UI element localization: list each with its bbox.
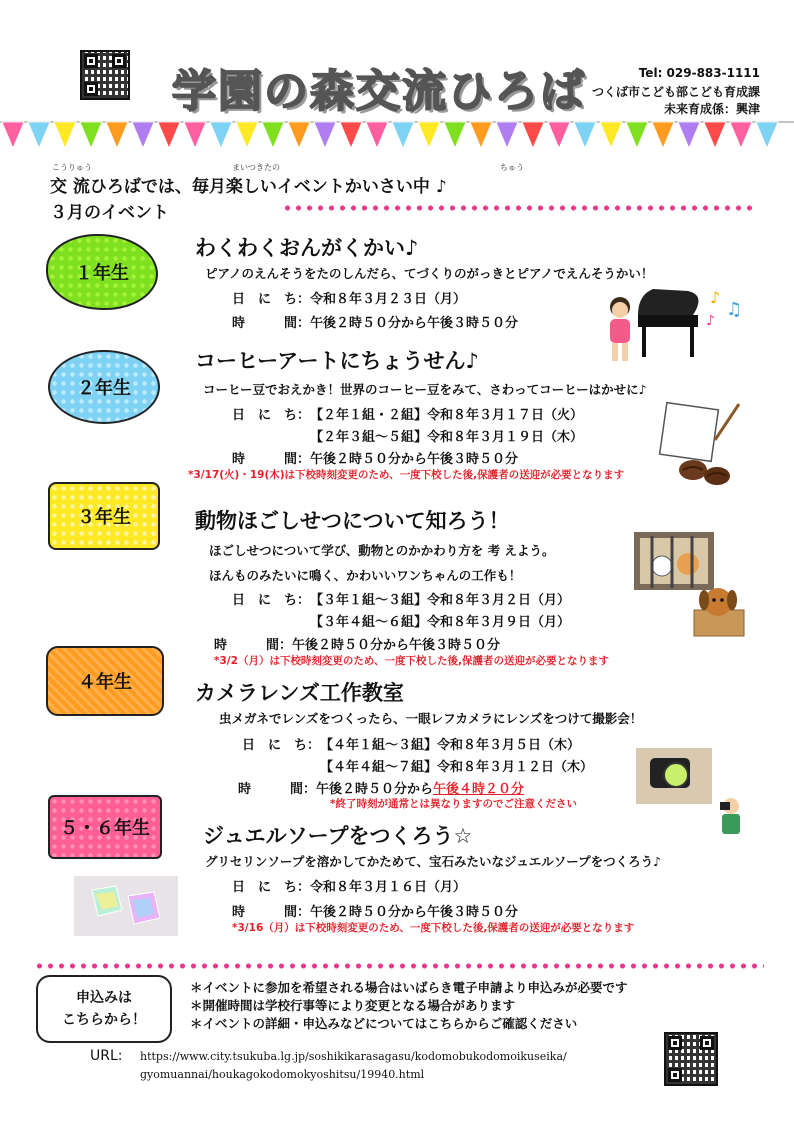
contact-tel: Tel: 029-883-1111	[638, 66, 760, 80]
event-time-3	[214, 634, 500, 653]
date-label: 日 に ち：	[232, 408, 311, 423]
contact-dept: つくば市こども部こども育成課	[591, 85, 760, 99]
time-value: 午後２時５０分から午後３時５０分	[310, 316, 519, 331]
svg-text:♫: ♫	[726, 299, 743, 320]
bunting-flag	[80, 122, 102, 148]
url-line[interactable]: https://www.city.tsukuba.lg.jp/soshikikarasagasu/kodomobukodomoikuseika/	[140, 1050, 567, 1063]
bunting-flag	[470, 122, 492, 148]
qr-code-header[interactable]	[80, 50, 130, 100]
bunting-flag	[288, 122, 310, 148]
intro-part: 交 流	[50, 177, 90, 197]
bunting-flag	[548, 122, 570, 148]
grade-badge-5: ５・６年生	[48, 795, 162, 859]
event-time-5	[232, 901, 518, 920]
qr-eye	[84, 82, 98, 96]
time-label: 時 間：	[238, 782, 317, 797]
grade-badge-3: ３年生	[48, 482, 160, 550]
url-line[interactable]: gyomuannai/houkagokodomokyoshitsu/19940.html	[140, 1067, 425, 1081]
event-title-2: コーヒーアートにちょうせん♪	[195, 349, 479, 373]
time-label: 時 間：	[232, 905, 311, 920]
event-desc-2: コーヒー豆でおえかき！世界のコーヒー豆をみて、さわってコーヒーはかせに♪	[203, 382, 647, 397]
date-label: 日 に ち：	[232, 880, 311, 895]
qr-code-footer[interactable]	[664, 1032, 718, 1086]
date-value: 【２年１組・２組】令和８年３月１７日（火）	[310, 408, 584, 423]
apply-callout	[36, 975, 172, 1043]
qr-eye	[668, 1068, 682, 1082]
event-title-3: 動物ほごしせつについて知ろう！	[195, 509, 510, 533]
bunting-flag	[652, 122, 674, 148]
event-date-1	[232, 288, 466, 307]
event-date-4	[242, 734, 580, 753]
event-title-5: ジュエルソープをつくろう☆	[203, 824, 473, 848]
dotted-divider	[282, 204, 752, 212]
footer-note-3: ＊イベントの詳細・申込みなどについてはこちらからご確認ください	[190, 1016, 578, 1031]
intro-part: 中 ♪	[412, 177, 447, 197]
date-value: 令和８年３月２３日（月）	[310, 292, 467, 307]
event-desc-1: ピアノのえんそうをたのしんだら、てづくりのがっきとピアノでえんそうかい！	[205, 266, 654, 281]
bunting-flag	[574, 122, 596, 148]
event-date-3	[232, 589, 570, 608]
footer-note-2: ＊開催時間は学校行事等により変更となる場合があります	[190, 998, 516, 1013]
apply-text: こちらから！	[62, 1012, 146, 1028]
qr-eye	[700, 1036, 714, 1050]
bunting-flag	[678, 122, 700, 148]
page-title: 学園の森交流ひろば	[172, 66, 586, 117]
intro-part: イベントかいさい	[276, 177, 413, 197]
event-time-2	[232, 448, 518, 467]
bunting-flag	[418, 122, 440, 148]
bunting-flag	[340, 122, 362, 148]
bunting-flag	[158, 122, 180, 148]
event-date-2	[232, 404, 583, 423]
event-desc-4: 虫メガネでレンズをつくったら、一眼レフカメラにレンズをつけて撮影会！	[219, 711, 643, 726]
bunting-flag	[2, 122, 24, 148]
animal-shelter-illustration	[632, 530, 752, 640]
bunting-flag	[600, 122, 622, 148]
date-label: 日 に ち：	[232, 292, 311, 307]
bunting-flag	[704, 122, 726, 148]
event-date-3b: 【３年４組～６組】令和８年３月９日（月）	[310, 615, 571, 630]
event-title-1: わくわくおんがくかい♪	[195, 236, 419, 260]
camera-illustration	[636, 748, 746, 838]
time-value: 午後２時５０分から午後３時５０分	[310, 905, 519, 920]
event-warning-3: *3/2（月）は下校時刻変更のため、一度下校した後,保護者の送迎が必要となります	[214, 655, 610, 667]
event-warning-4: *終了時刻が通常とは異なりますのでご注意ください	[330, 798, 577, 810]
footer-note-1: ＊イベントに参加を希望される場合はいばらき電子申請より申込みが必要です	[190, 980, 628, 995]
qr-eye	[112, 54, 126, 68]
svg-text:♪: ♪	[710, 288, 721, 307]
ruby: ちゅう	[500, 163, 524, 172]
time-label: 時 間：	[232, 316, 311, 331]
bunting-flag	[184, 122, 206, 148]
ruby: こうりゅう	[52, 163, 92, 172]
bunting-flag	[496, 122, 518, 148]
event-desc-5: グリセリンソープを溶かしてかためて、宝石みたいなジュエルソープをつくろう♪	[205, 854, 662, 869]
intro-text	[50, 172, 447, 197]
bunting-flag	[236, 122, 258, 148]
time-value: 午後２時５０分から午後３時５０分	[310, 452, 519, 467]
date-value: 【４年１組～３組】令和８年３月５日（木）	[320, 738, 581, 753]
bunting-flag	[444, 122, 466, 148]
apply-text: 申込みは	[76, 989, 132, 1006]
bunting-flag	[106, 122, 128, 148]
event-desc-3b: ほんものみたいに鳴く、かわいいワンちゃんの工作も！	[209, 568, 522, 583]
bunting-flag	[366, 122, 388, 148]
date-value: 【３年１組～３組】令和８年３月２日（月）	[310, 593, 571, 608]
time-value: 午後２時５０分から	[316, 782, 434, 797]
url-link[interactable]	[140, 1048, 567, 1083]
qr-eye	[84, 54, 98, 68]
bunting-flag	[392, 122, 414, 148]
bunting-flag	[28, 122, 50, 148]
event-date-4b: 【４年４組～７組】令和８年３月１２日（木）	[320, 760, 594, 775]
url-label: URL:	[90, 1048, 123, 1064]
qr-eye	[668, 1036, 682, 1050]
bunting-flag	[54, 122, 76, 148]
intro-line	[50, 162, 570, 196]
time-label: 時 間：	[214, 638, 293, 653]
time-end-highlight: 午後４時２０分	[433, 782, 525, 797]
event-warning-2: *3/17(火)・19(木)は下校時刻変更のため、一度下校した後,保護者の送迎が必要となります	[188, 469, 625, 481]
bunting-flag	[132, 122, 154, 148]
ruby: まいつきたの	[232, 163, 280, 172]
date-label: 日 に ち：	[232, 593, 311, 608]
grade-badge-4: ４年生	[46, 646, 164, 716]
intro-part: ひろばでは、	[89, 177, 192, 197]
intro-part: 毎月楽しい	[191, 177, 277, 197]
date-label: 日 に ち：	[242, 738, 321, 753]
bunting-flag	[756, 122, 778, 148]
grade-badge-2: ２年生	[48, 350, 160, 424]
bunting-flag	[626, 122, 648, 148]
date-value: 令和８年３月１６日（月）	[310, 880, 467, 895]
dotted-divider	[34, 962, 764, 970]
bunting-flag	[730, 122, 752, 148]
event-time-1	[232, 312, 518, 331]
svg-text:♪: ♪	[706, 313, 715, 329]
month-label: ３月のイベント	[50, 203, 169, 223]
event-time-4	[238, 778, 524, 797]
coffee-art-illustration	[655, 400, 745, 490]
bunting-flag	[522, 122, 544, 148]
grade-badge-1: １年生	[46, 234, 158, 310]
bunting-flag	[314, 122, 336, 148]
bunting-flag	[262, 122, 284, 148]
bunting-decoration	[0, 120, 794, 152]
event-date-5	[232, 876, 466, 895]
time-value: 午後２時５０分から午後３時５０分	[292, 638, 501, 653]
time-label: 時 間：	[232, 452, 311, 467]
bunting-flag	[210, 122, 232, 148]
contact-section: 未来育成係：興津	[663, 102, 760, 116]
event-date-2b: 【２年３組～５組】令和８年３月１９日（木）	[310, 430, 584, 445]
event-desc-3a: ほごしせつについて学び、動物とのかかわり方を 考 えよう。	[209, 543, 555, 558]
event-title-4: カメラレンズ工作教室	[195, 681, 404, 705]
jewel-soap-photo	[74, 876, 178, 936]
piano-illustration	[598, 285, 748, 365]
event-warning-5: *3/16（月）は下校時刻変更のため、一度下校した後,保護者の送迎が必要となります	[232, 922, 635, 934]
